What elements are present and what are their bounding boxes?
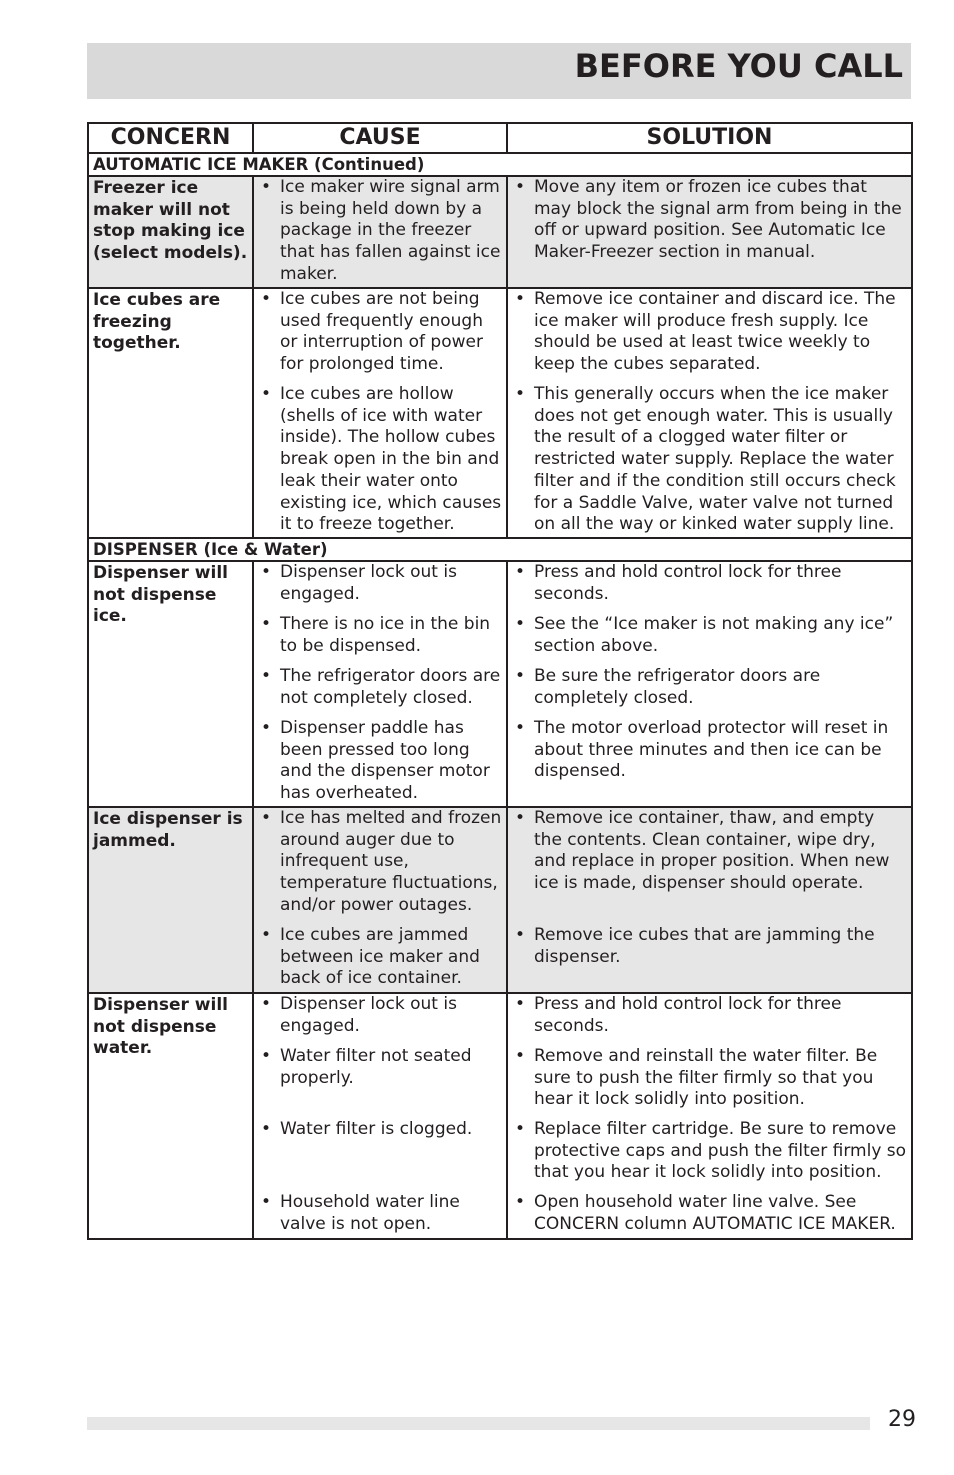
solution-item: • This generally occurs when the ice maker does not get enough water. This is usually the result of a clogged water filter or restricted water supply. Replace the water filter and if the condition still occurs check for a Saddle Valve, water valve not turned on all the way or kinked water supply line. (508, 384, 911, 536)
table-row (88, 807, 912, 993)
cause-cell (253, 288, 507, 538)
cause-item: • Water filter not seated properly. (254, 1046, 506, 1111)
page-title: BEFORE YOU CALL (574, 47, 903, 85)
table-row (88, 993, 912, 1239)
solution-item: • Remove and reinstall the water filter. Be sure to push the filter firmly so that you hear it lock solidly into position. (508, 1046, 911, 1111)
table-row (88, 288, 912, 538)
solution-item: • See the “Ice maker is not making any ice” section above. (508, 614, 911, 658)
solution-item: • The motor overload protector will reset in about three minutes and then ice can be dispensed. (508, 718, 911, 783)
footer-bar (87, 1417, 911, 1430)
cause-item: • Ice maker wire signal arm is being held down by a package in the freezer that has fallen against ice maker. (254, 177, 506, 286)
solution-item: • Be sure the refrigerator doors are completely closed. (508, 666, 911, 710)
solution-cell (507, 288, 912, 538)
solution-item: • Press and hold control lock for three seconds. (508, 994, 911, 1038)
solution-cell (507, 561, 912, 807)
cause-item: • Dispenser lock out is engaged. (254, 994, 506, 1038)
table-row (88, 561, 912, 807)
page-header-bar (87, 43, 911, 99)
solution-item: • Press and hold control lock for three seconds. (508, 562, 911, 606)
cause-cell (253, 993, 507, 1239)
table-header-row (88, 123, 912, 153)
solution-item: • Open household water line valve. See CONCERN column AUTOMATIC ICE MAKER. (508, 1192, 911, 1235)
solution-cell (507, 807, 912, 993)
page-number: 29 (870, 1407, 916, 1432)
solution-item: • Move any item or frozen ice cubes that may block the signal arm from being in the off or upward position. See Automatic Ice Maker-Freezer section in manual. (508, 177, 911, 264)
section-title: DISPENSER (Ice & Water) (88, 538, 912, 561)
column-header-solution: SOLUTION (507, 123, 912, 153)
cause-cell (253, 176, 507, 288)
concern-cell: Dispenser will not dispense ice. (88, 561, 253, 807)
cause-item: • Ice cubes are jammed between ice maker and back of ice container. (254, 925, 506, 990)
table-row (88, 176, 912, 288)
concern-cell: Ice cubes are freezing together. (88, 288, 253, 538)
cause-item: • Household water line valve is not open. (254, 1192, 506, 1235)
column-header-concern: CONCERN (88, 123, 253, 153)
concern-cell: Dispenser will not dispense water. (88, 993, 253, 1239)
cause-item: • Dispenser paddle has been pressed too long and the dispenser motor has overheated. (254, 718, 506, 805)
cause-item: • Ice cubes are hollow (shells of ice with water inside). The hollow cubes break open in the bin and leak their water onto existing ice, which causes it to freeze together. (254, 384, 506, 536)
solution-item: • Remove ice container and discard ice. The ice maker will produce fresh supply. Ice should be used at least twice weekly to keep the cubes separated. (508, 289, 911, 376)
solution-cell (507, 176, 912, 288)
section-row (88, 538, 912, 561)
concern-cell: Freezer ice maker will not stop making ice (select models). (88, 176, 253, 288)
cause-cell (253, 561, 507, 807)
troubleshooting-table (87, 122, 913, 1240)
solution-cell (507, 993, 912, 1239)
concern-cell: Ice dispenser is jammed. (88, 807, 253, 993)
solution-item: • Replace filter cartridge. Be sure to remove protective caps and push the filter firmly so that you hear it lock solidly into position. (508, 1119, 911, 1184)
solution-item: • Remove ice cubes that are jamming the dispenser. (508, 925, 911, 968)
cause-item: • Dispenser lock out is engaged. (254, 562, 506, 606)
cause-item: • Ice has melted and frozen around auger due to infrequent use, temperature fluctuations, and/or power outages. (254, 808, 506, 917)
cause-item: • Water filter is clogged. (254, 1119, 506, 1184)
section-title: AUTOMATIC ICE MAKER (Continued) (88, 153, 912, 176)
cause-cell (253, 807, 507, 993)
solution-item: • Remove ice container, thaw, and empty the contents. Clean container, wipe dry, and replace in proper position. When new ice is made, dispenser should operate. (508, 808, 911, 917)
cause-item: • There is no ice in the bin to be dispensed. (254, 614, 506, 658)
cause-item: • Ice cubes are not being used frequently enough or interruption of power for prolonged time. (254, 289, 506, 376)
column-header-cause: CAUSE (253, 123, 507, 153)
section-row (88, 153, 912, 176)
cause-item: • The refrigerator doors are not completely closed. (254, 666, 506, 710)
